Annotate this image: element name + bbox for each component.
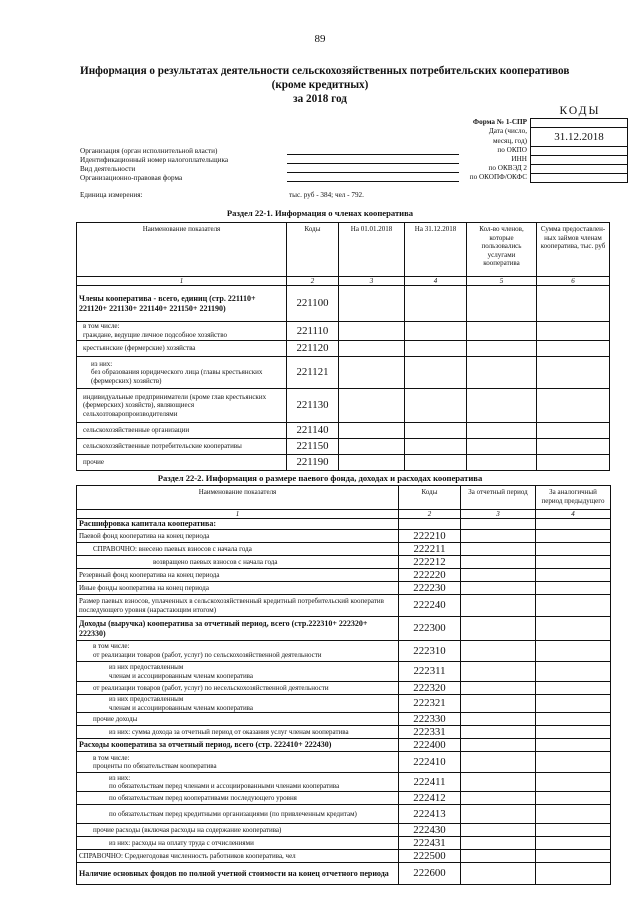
section2-value-cell[interactable] — [536, 662, 611, 682]
section2-value-cell[interactable] — [536, 519, 611, 530]
section2-value-cell[interactable] — [461, 595, 536, 617]
section2-row — [77, 556, 611, 569]
section2-row — [77, 695, 611, 713]
section1-header-cell: Коды — [287, 223, 339, 277]
title-line-1: Информация о результатах деятельности сельскохозяйственных потребительских кооперативов — [80, 65, 570, 77]
section2-value-cell[interactable] — [461, 850, 536, 863]
section2-row-label — [77, 519, 399, 530]
codes-value-okopf[interactable] — [530, 173, 628, 183]
section1-header-cell: Кол-во членов, которые пользовались услугами кооператива — [467, 223, 537, 277]
section2-row-label-line: из них: — [109, 773, 131, 782]
section2-colnum-cell: 1 — [77, 510, 399, 519]
section2-colnum-cell: 4 — [536, 510, 611, 519]
section2-value-cell[interactable] — [461, 739, 536, 752]
section1-row-code: 221110 — [287, 322, 339, 341]
section1-colnum-cell: 2 — [287, 277, 339, 286]
section1-value-cell[interactable] — [405, 389, 467, 423]
codes-label-form: Форма № 1-СПР — [472, 118, 527, 126]
section1-value-cell[interactable] — [339, 455, 405, 471]
section2-row-label-line: Размер паевых взносов, уплаченных в сельскохозяйственный кредитный потребительский кооператив последующего уровня (нарастающим итогом) — [79, 596, 384, 614]
section2-row-code: 222311 — [399, 662, 461, 682]
section2-title: Раздел 22-2. Информация о размере паевого фонда, доходах и расходах кооператива — [157, 473, 483, 483]
section2-value-cell[interactable] — [536, 773, 611, 792]
section1-value-cell[interactable] — [467, 341, 537, 357]
section2-row-label-line: по обязательствам перед кредитными организациями (по привлеченным кредитам) — [109, 809, 357, 818]
section2-row-code: 222410 — [399, 752, 461, 773]
section2-row-label-line: по обязательствам перед членами и ассоциированными членами кооператива — [109, 782, 340, 791]
codes-value-date[interactable]: 31.12.2018 — [530, 127, 628, 147]
section2-value-cell[interactable] — [461, 543, 536, 556]
section1-value-cell[interactable] — [339, 389, 405, 423]
section2-colnum-row — [77, 510, 611, 519]
section1-row-code: 221120 — [287, 341, 339, 357]
section1-title: Раздел 22-1. Информация о членах кооператива — [226, 208, 414, 218]
section1-value-cell[interactable] — [339, 341, 405, 357]
section2-row-code: 222411 — [399, 773, 461, 792]
section2-value-cell[interactable] — [461, 752, 536, 773]
section2-row-label-line: из них: расходы на оплату труда с отчислениями — [109, 838, 254, 847]
section1-value-cell[interactable] — [537, 423, 610, 439]
section1-value-cell[interactable] — [339, 439, 405, 455]
section2-row-label — [77, 773, 399, 792]
section2-value-cell[interactable] — [461, 863, 536, 885]
section1-value-cell[interactable] — [537, 286, 610, 322]
section2-value-cell[interactable] — [461, 556, 536, 569]
org-label-legal-form: Организационно-правовая форма — [80, 174, 183, 182]
section2-value-cell[interactable] — [461, 695, 536, 713]
section1-colnum-row — [77, 277, 610, 286]
section2-row-code: 222330 — [399, 713, 461, 726]
section2-row-label-line: Наличие основных фондов по полной учетной стоимости на конец отчетного периода — [79, 868, 389, 878]
codes-label-date-2: месяц, год) — [492, 137, 527, 145]
section2-value-cell[interactable] — [461, 792, 536, 805]
section2-row-code: 222600 — [399, 863, 461, 885]
section2-row-label — [77, 662, 399, 682]
section2-value-cell[interactable] — [461, 582, 536, 595]
section2-row-label-line: от реализации товаров (работ, услуг) по несельскохозяйственной деятельности — [93, 683, 329, 692]
codes-label-okopf: по ОКОПФ/ОКФС — [469, 173, 527, 181]
section1-row-label — [77, 286, 287, 322]
section1-row-label-line: прочие — [83, 458, 104, 467]
section2-row-code: 222210 — [399, 530, 461, 543]
section2-value-cell[interactable] — [536, 739, 611, 752]
codes-label-inn: ИНН — [511, 155, 527, 163]
section2-row-label — [77, 805, 399, 824]
section1-row — [77, 455, 610, 471]
section2-value-cell[interactable] — [461, 569, 536, 582]
section2-header-cell: Наименование показателя — [77, 486, 399, 510]
section2-row-label — [77, 695, 399, 713]
section1-row-code: 221140 — [287, 423, 339, 439]
section2-row-code: 222220 — [399, 569, 461, 582]
section1-row-label-line: сельскохозяйственные организации — [83, 426, 190, 435]
section1-colnum-cell: 3 — [339, 277, 405, 286]
section2-row-label — [77, 726, 399, 739]
section2-row — [77, 773, 611, 792]
section1-table — [76, 222, 610, 471]
section2-row-code: 222412 — [399, 792, 461, 805]
codes-row-date — [420, 127, 630, 147]
section1-value-cell[interactable] — [405, 286, 467, 322]
section2-table — [76, 485, 611, 885]
section2-value-cell[interactable] — [536, 752, 611, 773]
section2-value-cell[interactable] — [461, 837, 536, 850]
section1-row-label-line: индивидуальные предприниматели (кроме глав крестьянских (фермерских) хозяйств), являющиеся сельхозтоваропроизводителями — [83, 392, 267, 418]
section2-row-label-line: членам и ассоциированным членам кооператива — [109, 703, 254, 712]
section2-row-label — [77, 682, 399, 695]
section1-header-cell: Сумма предоставлен-ных займов членам кооператива, тыс. руб — [537, 223, 610, 277]
page-number: 89 — [314, 33, 326, 45]
section2-row — [77, 805, 611, 824]
section2-value-cell[interactable] — [536, 595, 611, 617]
section1-value-cell[interactable] — [467, 286, 537, 322]
section2-value-cell[interactable] — [461, 519, 536, 530]
section2-row-label-line: Расходы кооператива за отчетный период, всего (стр. 222410+ 222430) — [79, 740, 332, 750]
section2-row — [77, 617, 611, 641]
section1-row — [77, 439, 610, 455]
section1-row — [77, 389, 610, 423]
section2-row-label — [77, 713, 399, 726]
section2-row-label-line: СПРАВОЧНО: внесено паевых взносов с начала года — [93, 544, 252, 553]
org-label-organization: Организация (орган исполнительной власти) — [80, 147, 218, 155]
section2-row-code: 222212 — [399, 556, 461, 569]
section2-value-cell[interactable] — [536, 556, 611, 569]
section2-row — [77, 519, 611, 530]
section2-row — [77, 662, 611, 682]
section2-row — [77, 682, 611, 695]
section1-row-label-line: граждане, ведущие личное подсобное хозяйство — [83, 331, 227, 339]
section1-row-label — [77, 322, 287, 341]
section1-row-label-line: сельскохозяйственные потребительские кооперативы — [83, 442, 242, 451]
section2-row-label-line: из них: сумма дохода за отчетный период от оказания услуг членам кооператива — [109, 727, 349, 736]
section2-row-code — [399, 519, 461, 530]
section2-header-row — [77, 486, 611, 510]
section2-row-label — [77, 863, 399, 885]
section2-row-code: 222320 — [399, 682, 461, 695]
section2-header-cell: За отчетный период — [461, 486, 536, 510]
section2-row-code: 222413 — [399, 805, 461, 824]
section2-row-code: 222430 — [399, 824, 461, 837]
section1-value-cell[interactable] — [537, 455, 610, 471]
section1-value-cell[interactable] — [467, 357, 537, 389]
section1-value-cell[interactable] — [405, 341, 467, 357]
section2-row-label — [77, 752, 399, 773]
org-field-legal-form[interactable] — [287, 181, 459, 182]
section1-row-label — [77, 357, 287, 389]
section2-row-label — [77, 641, 399, 662]
section1-header-row — [77, 223, 610, 277]
section2-row-label-line: Резервный фонд кооператива на конец периода — [79, 570, 220, 579]
title-line-3: за 2018 год — [293, 93, 347, 105]
codes-heading: КОДЫ — [559, 105, 601, 117]
section1-value-cell[interactable] — [467, 322, 537, 341]
section1-row-code: 221150 — [287, 439, 339, 455]
section2-row-label-line: прочие доходы — [93, 714, 138, 723]
section2-row-label-line: в том числе: — [93, 642, 130, 651]
org-field-activity[interactable] — [287, 172, 459, 173]
section2-row — [77, 739, 611, 752]
section2-row-code: 222300 — [399, 617, 461, 641]
section2-row-label-line: Иные фонды кооператива на конец периода — [79, 583, 209, 592]
section1-row — [77, 341, 610, 357]
section1-row-label-line: без образования юридического лица (главы крестьянских (фермерских) хозяйств) — [91, 368, 263, 385]
org-label-inn: Идентификационный номер налогоплательщика — [80, 156, 229, 164]
section1-value-cell[interactable] — [467, 389, 537, 423]
org-field-inn[interactable] — [287, 163, 459, 164]
section2-row-label-line: возвращено паевых взносов с начала года — [153, 557, 278, 566]
section2-row-label-line: членам и ассоциированным членам кооператива — [109, 671, 254, 680]
section2-value-cell[interactable] — [461, 726, 536, 739]
section2-value-cell[interactable] — [536, 805, 611, 824]
section1-value-cell[interactable] — [467, 439, 537, 455]
section1-row-code: 221121 — [287, 357, 339, 389]
section2-value-cell[interactable] — [461, 617, 536, 641]
section1-row — [77, 322, 610, 341]
section2-value-cell[interactable] — [461, 662, 536, 682]
section1-value-cell[interactable] — [339, 357, 405, 389]
section1-row-label — [77, 423, 287, 439]
section2-value-cell[interactable] — [461, 682, 536, 695]
section2-row-label — [77, 530, 399, 543]
section1-row-label — [77, 389, 287, 423]
section2-value-cell[interactable] — [536, 641, 611, 662]
section2-value-cell[interactable] — [461, 773, 536, 792]
section2-value-cell[interactable] — [536, 726, 611, 739]
section2-row-label-line: из них предоставленным — [109, 695, 184, 703]
codes-label-okpo: по ОКПО — [497, 146, 527, 154]
section2-value-cell[interactable] — [461, 530, 536, 543]
section1-value-cell[interactable] — [405, 423, 467, 439]
section1-row-label — [77, 455, 287, 471]
section1-value-cell[interactable] — [339, 423, 405, 439]
section2-row-label — [77, 595, 399, 617]
section2-value-cell[interactable] — [536, 850, 611, 863]
section1-colnum-cell: 6 — [537, 277, 610, 286]
section2-row-label — [77, 617, 399, 641]
section2-row-label — [77, 837, 399, 850]
section2-row-label-line: в том числе: — [93, 753, 130, 762]
section2-value-cell[interactable] — [536, 582, 611, 595]
section2-value-cell[interactable] — [536, 543, 611, 556]
section1-value-cell[interactable] — [339, 286, 405, 322]
section2-row — [77, 726, 611, 739]
codes-label-okved: по ОКВЭД 2 — [488, 164, 527, 172]
section2-row-label-line: от реализации товаров (работ, услуг) по сельскохозяйственной деятельности — [93, 651, 322, 659]
section1-colnum-cell: 1 — [77, 277, 287, 286]
section2-row-code: 222211 — [399, 543, 461, 556]
section2-row-label — [77, 792, 399, 805]
unit-value: тыс. руб - 384; чел - 792. — [289, 191, 364, 199]
section1-row-label — [77, 439, 287, 455]
section2-row — [77, 543, 611, 556]
section2-row-label-line: прочие расходы (включая расходы на содержание кооператива) — [93, 825, 282, 834]
section2-row-label — [77, 739, 399, 752]
section1-value-cell[interactable] — [405, 455, 467, 471]
section2-row-code: 222321 — [399, 695, 461, 713]
section2-row — [77, 752, 611, 773]
section1-value-cell[interactable] — [467, 423, 537, 439]
section2-row-label-line: из них предоставленным — [109, 662, 184, 671]
section2-row-label-line: СПРАВОЧНО: Среднегодовая численность работников кооператива, чел — [79, 851, 296, 860]
section2-row-code: 222230 — [399, 582, 461, 595]
section2-row-label — [77, 556, 399, 569]
section1-value-cell[interactable] — [537, 439, 610, 455]
section2-row-label-line: проценты по обязательствам кооператива — [93, 762, 217, 771]
section2-row — [77, 824, 611, 837]
section1-header-cell: На 01.01.2018 — [339, 223, 405, 277]
section2-value-cell[interactable] — [461, 713, 536, 726]
section1-row — [77, 423, 610, 439]
section1-value-cell[interactable] — [537, 389, 610, 423]
section2-row — [77, 530, 611, 543]
section2-row-label — [77, 850, 399, 863]
section1-row — [77, 357, 610, 389]
section2-value-cell[interactable] — [536, 682, 611, 695]
section1-colnum-cell: 4 — [405, 277, 467, 286]
section1-row-code: 221100 — [287, 286, 339, 322]
section2-value-cell[interactable] — [536, 824, 611, 837]
section1-header-cell: Наименование показателя — [77, 223, 287, 277]
section2-row-code: 222310 — [399, 641, 461, 662]
section1-value-cell[interactable] — [537, 357, 610, 389]
section1-row-label — [77, 341, 287, 357]
section2-row-code: 222331 — [399, 726, 461, 739]
section1-row — [77, 286, 610, 322]
section2-value-cell[interactable] — [536, 792, 611, 805]
section2-row-label-line: по обязательствам перед кооперативами последующего уровня — [109, 793, 297, 802]
section1-value-cell[interactable] — [405, 322, 467, 341]
org-field-organization[interactable] — [287, 154, 459, 155]
section2-colnum-cell: 2 — [399, 510, 461, 519]
section2-row — [77, 641, 611, 662]
section1-colnum-cell: 5 — [467, 277, 537, 286]
org-label-activity: Вид деятельности — [80, 165, 136, 173]
section1-value-cell[interactable] — [405, 439, 467, 455]
section2-row-label-line: Паевой фонд кооператива на конец периода — [79, 531, 210, 540]
section2-row — [77, 713, 611, 726]
section2-row — [77, 863, 611, 885]
section2-value-cell[interactable] — [461, 805, 536, 824]
section2-value-cell[interactable] — [461, 641, 536, 662]
codes-label-date: Дата (число, — [488, 127, 527, 135]
section2-row-code: 222500 — [399, 850, 461, 863]
section2-row — [77, 850, 611, 863]
title-line-2: (кроме кредитных) — [271, 79, 369, 91]
section2-value-cell[interactable] — [536, 863, 611, 885]
unit-label: Единица измерения: — [80, 191, 143, 199]
section1-value-cell[interactable] — [339, 322, 405, 341]
section1-row-label-line: крестьянские (фермерские) хозяйства — [83, 344, 196, 353]
section2-row-label — [77, 543, 399, 556]
section2-row — [77, 595, 611, 617]
section2-value-cell[interactable] — [536, 695, 611, 713]
section2-row-code: 222431 — [399, 837, 461, 850]
section2-row-code: 222400 — [399, 739, 461, 752]
section2-row-label — [77, 824, 399, 837]
section2-value-cell[interactable] — [536, 837, 611, 850]
section2-row — [77, 582, 611, 595]
section2-value-cell[interactable] — [461, 824, 536, 837]
section2-row-code: 222240 — [399, 595, 461, 617]
section1-value-cell[interactable] — [467, 455, 537, 471]
section2-value-cell[interactable] — [536, 569, 611, 582]
section2-row-label — [77, 582, 399, 595]
section1-row-label-line: в том числе: — [83, 322, 120, 331]
section1-row-code: 221130 — [287, 389, 339, 423]
section2-row-label-line: Доходы (выручка) кооператива за отчетный период, всего (стр.222310+ 222320+ 222330) — [79, 619, 368, 638]
section1-row-label-line: Члены кооператива - всего, единиц (стр. 221110+ 221120+ 221130+ 221140+ 221150+ 221190) — [79, 294, 256, 313]
section2-value-cell[interactable] — [536, 530, 611, 543]
section2-header-cell: Коды — [399, 486, 461, 510]
section2-row — [77, 792, 611, 805]
section1-value-cell[interactable] — [537, 341, 610, 357]
section2-value-cell[interactable] — [536, 713, 611, 726]
section2-colnum-cell: 3 — [461, 510, 536, 519]
section2-row — [77, 837, 611, 850]
section1-header-cell: На 31.12.2018 — [405, 223, 467, 277]
section2-row-label — [77, 569, 399, 582]
section2-header-cell: За аналогичный период предыдущего — [536, 486, 611, 510]
section2-value-cell[interactable] — [536, 617, 611, 641]
section2-row-label-line: Расшифровка капитала кооператива: — [79, 519, 217, 529]
section1-row-label-line: из них: — [91, 359, 113, 368]
section2-row — [77, 569, 611, 582]
section1-value-cell[interactable] — [537, 322, 610, 341]
section1-value-cell[interactable] — [405, 357, 467, 389]
section1-row-code: 221190 — [287, 455, 339, 471]
document-title — [80, 64, 570, 106]
